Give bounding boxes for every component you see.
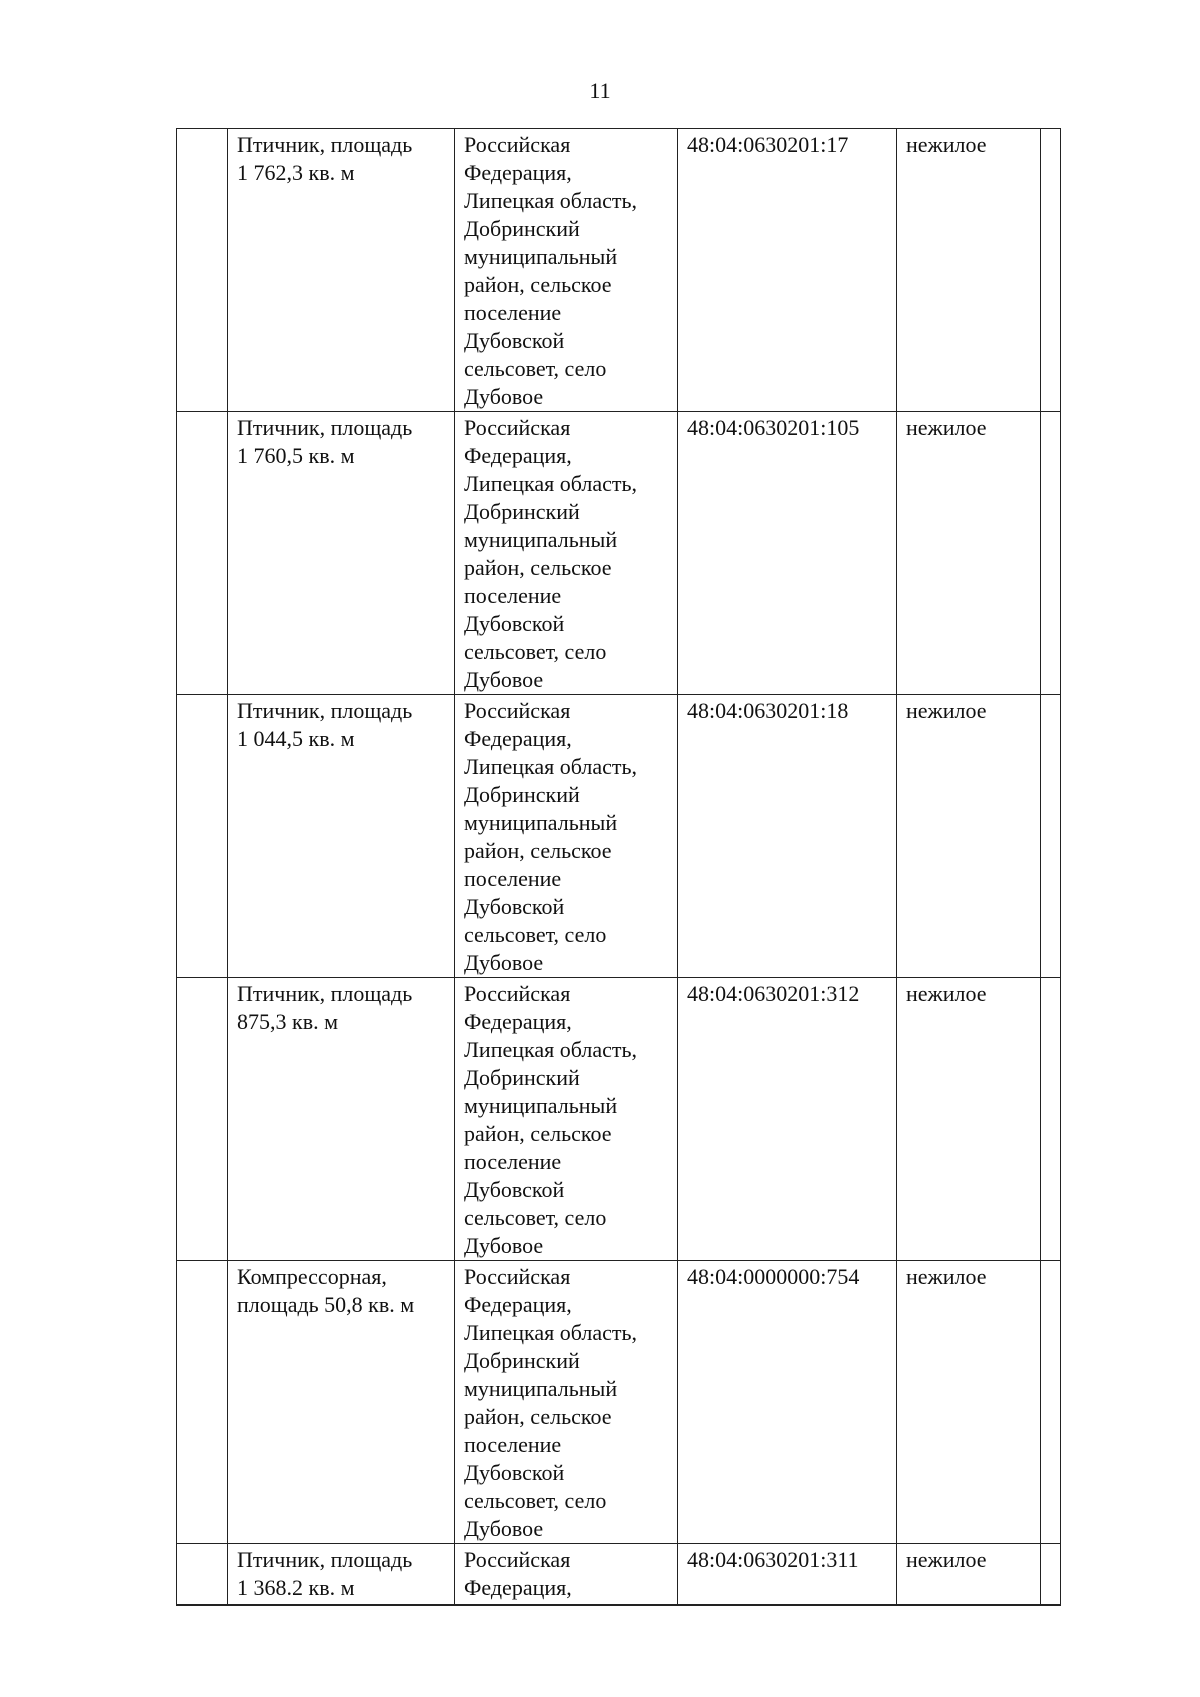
object-type-cell: нежилое bbox=[897, 695, 1041, 978]
property-table bbox=[176, 128, 1061, 1606]
address-cell: Российская Федерация, Липецкая область, Добринский муниципальный район, сельское поселение Дубовской сельсовет, село Дубовое bbox=[455, 978, 678, 1261]
object-type-cell: нежилое bbox=[897, 129, 1041, 412]
cadastral-number-cell: 48:04:0630201:17 bbox=[678, 129, 897, 412]
note-cell bbox=[1041, 129, 1061, 412]
row-number-cell bbox=[177, 412, 228, 695]
row-number-cell bbox=[177, 695, 228, 978]
object-type-cell: нежилое bbox=[897, 412, 1041, 695]
cadastral-number-cell: 48:04:0000000:754 bbox=[678, 1261, 897, 1544]
row-number-cell bbox=[177, 1261, 228, 1544]
address-cell: Российская Федерация, Липецкая область, Добринский муниципальный район, сельское поселение Дубовской сельсовет, село Дубовое bbox=[455, 1261, 678, 1544]
table-row bbox=[177, 1544, 1061, 1605]
object-name-cell: Птичник, площадь 1 762,3 кв. м bbox=[228, 129, 455, 412]
table-row bbox=[177, 412, 1061, 695]
address-cell: Российская Федерация, Липецкая область, Добринский муниципальный район, сельское поселение Дубовской сельсовет, село Дубовое bbox=[455, 412, 678, 695]
address-cell: Российская Федерация, Липецкая область, Добринский муниципальный район, сельское поселение Дубовской сельсовет, село Дубовое bbox=[455, 695, 678, 978]
table-row bbox=[177, 1261, 1061, 1544]
note-cell bbox=[1041, 1261, 1061, 1544]
note-cell bbox=[1041, 1544, 1061, 1605]
note-cell bbox=[1041, 978, 1061, 1261]
table-row bbox=[177, 978, 1061, 1261]
object-name-cell: Птичник, площадь 1 368.2 кв. м bbox=[228, 1544, 455, 1605]
object-name-cell: Птичник, площадь 1 044,5 кв. м bbox=[228, 695, 455, 978]
note-cell bbox=[1041, 412, 1061, 695]
address-cell: Российская Федерация, Липецкая область, Добринский муниципальный район, сельское поселение Дубовской сельсовет, село Дубовое bbox=[455, 129, 678, 412]
cadastral-number-cell: 48:04:0630201:18 bbox=[678, 695, 897, 978]
page-number: 11 bbox=[589, 78, 611, 103]
object-type-cell: нежилое bbox=[897, 1544, 1041, 1605]
object-name-cell: Птичник, площадь 1 760,5 кв. м bbox=[228, 412, 455, 695]
object-type-cell: нежилое bbox=[897, 978, 1041, 1261]
object-type-cell: нежилое bbox=[897, 1261, 1041, 1544]
row-number-cell bbox=[177, 978, 228, 1261]
table-row bbox=[177, 695, 1061, 978]
cadastral-number-cell: 48:04:0630201:105 bbox=[678, 412, 897, 695]
address-cell: Российская Федерация, bbox=[455, 1544, 678, 1605]
object-name-cell: Птичник, площадь 875,3 кв. м bbox=[228, 978, 455, 1261]
table-row bbox=[177, 129, 1061, 412]
row-number-cell bbox=[177, 129, 228, 412]
row-number-cell bbox=[177, 1544, 228, 1605]
cadastral-number-cell: 48:04:0630201:312 bbox=[678, 978, 897, 1261]
note-cell bbox=[1041, 695, 1061, 978]
object-name-cell: Компрессорная, площадь 50,8 кв. м bbox=[228, 1261, 455, 1544]
cadastral-number-cell: 48:04:0630201:311 bbox=[678, 1544, 897, 1605]
